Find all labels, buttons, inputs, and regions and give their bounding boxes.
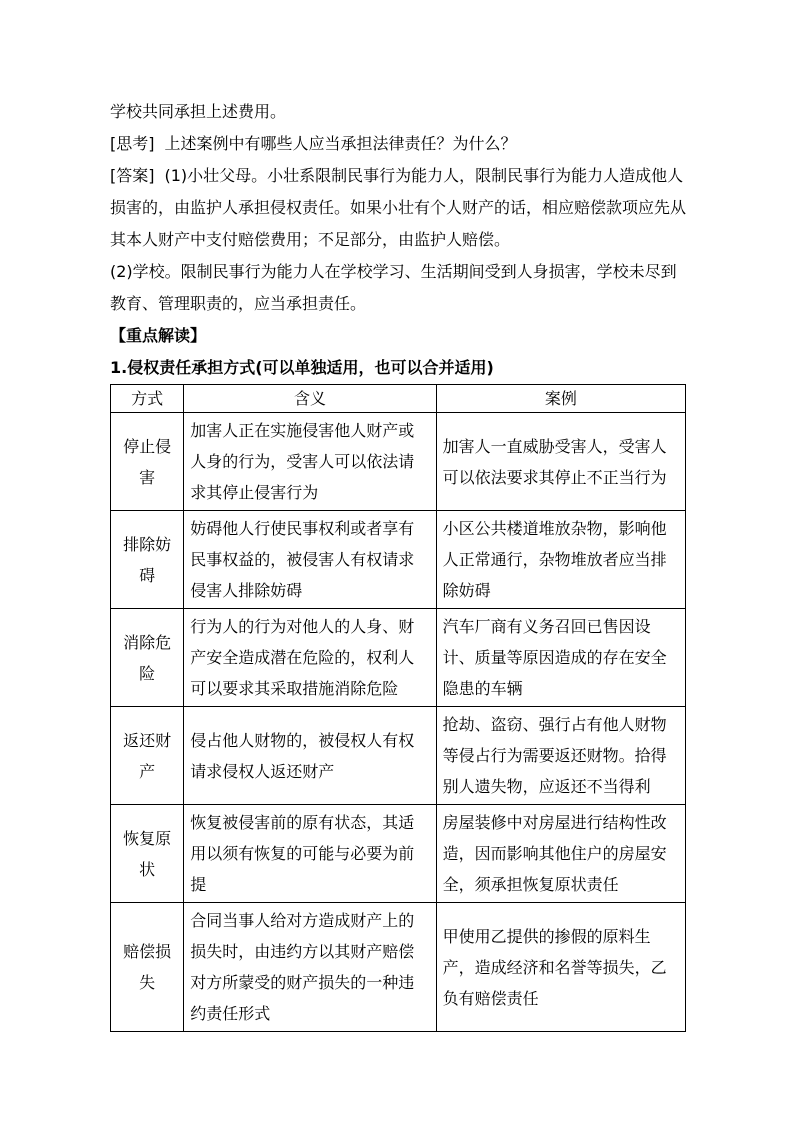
table-row xyxy=(111,413,686,511)
liability-table xyxy=(110,384,686,1032)
header-mode: 方式 xyxy=(111,385,184,413)
cell-case: 房屋装修中对房屋进行结构性改造，因而影响其他住户的房屋安全，须承担恢复原状责任 xyxy=(436,805,685,903)
document-body xyxy=(110,96,686,1032)
answer-tag: [答案] xyxy=(110,166,155,185)
cell-mode: 消除危险 xyxy=(111,609,184,707)
answer-part2: (2)学校。限制民事行为能力人在学校学习、生活期间受到人身损害，学校未尽到教育、管理职责的，应当承担责任。 xyxy=(110,262,677,313)
cell-meaning: 行为人的行为对他人的人身、财产安全造成潜在危险的，权利人可以要求其采取措施消除危险 xyxy=(184,609,436,707)
table-row xyxy=(111,707,686,805)
section-heading: 【重点解读】 xyxy=(110,326,207,345)
think-text: 上述案例中有哪些人应当承担法律责任？为什么？ xyxy=(164,134,517,153)
header-meaning: 含义 xyxy=(184,385,436,413)
cell-mode: 停止侵害 xyxy=(111,413,184,511)
cell-mode: 赔偿损失 xyxy=(111,903,184,1032)
table-row xyxy=(111,609,686,707)
table-header-row xyxy=(111,385,686,413)
intro-line: 学校共同承担上述费用。 xyxy=(110,102,287,121)
header-case: 案例 xyxy=(436,385,685,413)
answer-part1 xyxy=(110,160,686,256)
cell-mode: 返还财产 xyxy=(111,707,184,805)
table-row xyxy=(111,511,686,609)
think-question xyxy=(110,128,686,160)
table-row xyxy=(111,903,686,1032)
answer-part1-text: (1)小壮父母。小壮系限制民事行为能力人，限制民事行为能力人造成他人损害的，由监护人承担侵权责任。如果小壮有个人财产的话，相应赔偿款项应先从其本人财产中支付赔偿费用；不足部分，由监护人赔偿。 xyxy=(110,166,687,249)
table-row xyxy=(111,805,686,903)
cell-meaning: 合同当事人给对方造成财产上的损失时，由违约方以其财产赔偿对方所蒙受的财产损失的一种违约责任形式 xyxy=(184,903,436,1032)
cell-case: 抢劫、盗窃、强行占有他人财物等侵占行为需要返还财物。拾得别人遗失物，应返还不当得利 xyxy=(436,707,685,805)
cell-mode: 恢复原状 xyxy=(111,805,184,903)
table-title: 1.侵权责任承担方式(可以单独适用，也可以合并适用) xyxy=(110,358,494,377)
think-tag: [思考] xyxy=(110,134,155,153)
cell-meaning: 侵占他人财物的，被侵权人有权请求侵权人返还财产 xyxy=(184,707,436,805)
cell-case: 甲使用乙提供的掺假的原料生产，造成经济和名誉等损失，乙负有赔偿责任 xyxy=(436,903,685,1032)
cell-case: 小区公共楼道堆放杂物，影响他人正常通行，杂物堆放者应当排除妨碍 xyxy=(436,511,685,609)
cell-meaning: 妨碍他人行使民事权利或者享有民事权益的，被侵害人有权请求侵害人排除妨碍 xyxy=(184,511,436,609)
cell-mode: 排除妨碍 xyxy=(111,511,184,609)
cell-meaning: 恢复被侵害前的原有状态，其适用以须有恢复的可能与必要为前提 xyxy=(184,805,436,903)
cell-case: 加害人一直威胁受害人，受害人可以依法要求其停止不正当行为 xyxy=(436,413,685,511)
cell-case: 汽车厂商有义务召回已售因设计、质量等原因造成的存在安全隐患的车辆 xyxy=(436,609,685,707)
cell-meaning: 加害人正在实施侵害他人财产或人身的行为，受害人可以依法请求其停止侵害行为 xyxy=(184,413,436,511)
